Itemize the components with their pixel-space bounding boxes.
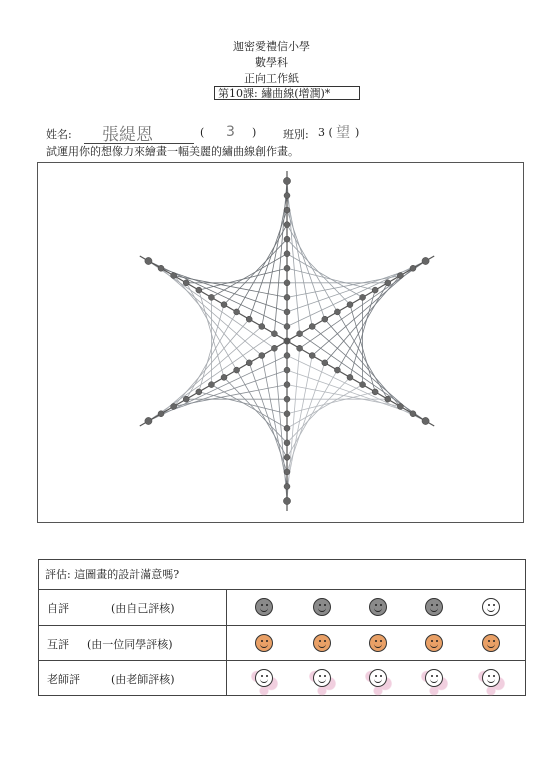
stitch-dot [385, 396, 391, 402]
stitch-dot [183, 396, 189, 402]
stitch-dot [208, 294, 214, 300]
stitch-dot [158, 265, 164, 271]
string-line [199, 268, 287, 290]
name-value: 張緹恩 [102, 125, 153, 145]
stitch-dot [234, 367, 240, 373]
stitch-dot [309, 353, 315, 359]
stitch-dot [284, 425, 290, 431]
stitch-dot [322, 316, 328, 322]
divider [39, 589, 525, 590]
stitch-dot [334, 367, 340, 373]
stitch-dot [284, 483, 290, 489]
stitch-dot [397, 403, 403, 409]
stitch-dot [284, 280, 290, 286]
stitch-dot [259, 323, 265, 329]
self-eval-label: 自評 [47, 602, 69, 615]
smiley-face-icon [255, 669, 273, 687]
smiley-face-icon [369, 598, 387, 616]
stitch-dot [397, 273, 403, 279]
stitch-dot [183, 280, 189, 286]
smiley-face-icon [255, 598, 273, 616]
stitch-dot [208, 382, 214, 388]
stitch-dot [284, 396, 290, 402]
stitch-dot [284, 207, 290, 213]
evaluation-title: 評估: 這圖畫的設計滿意嗎? [45, 568, 180, 581]
stitch-dot [284, 454, 290, 460]
stitch-dot [410, 411, 416, 417]
stitch-dot [234, 309, 240, 315]
stitch-dot [284, 236, 290, 242]
stitch-dot [284, 294, 290, 300]
smiley-face-icon [369, 669, 387, 687]
stitch-dot [360, 294, 366, 300]
number-value: 3 [226, 124, 235, 140]
drawing-area [37, 162, 524, 523]
stitch-dot [284, 367, 290, 373]
smiley-face-icon [482, 598, 500, 616]
stitch-dot [297, 345, 303, 351]
number-close: ) [252, 126, 257, 139]
teacher-eval-label: 老師評 [47, 673, 80, 686]
stitch-dot [246, 316, 252, 322]
worksheet-title: 正向工作紙 [244, 72, 299, 85]
stitch-dot [360, 382, 366, 388]
center-dot [284, 338, 291, 345]
stitch-dot [410, 265, 416, 271]
teacher-eval-note: (由老師評核) [111, 673, 175, 686]
stitch-dot [334, 309, 340, 315]
stitch-dot [284, 323, 290, 329]
school-name: 迦密愛禮信小學 [233, 40, 310, 53]
stitch-dot [271, 345, 277, 351]
stitch-dot [297, 331, 303, 337]
stitch-dot [221, 302, 227, 308]
number-open: ( [200, 126, 205, 139]
smiley-face-icon [425, 598, 443, 616]
stitch-dot [284, 265, 290, 271]
stitch-dot [372, 389, 378, 395]
class-label: 班別: [283, 128, 309, 141]
stitch-dot [259, 353, 265, 359]
stitch-dot [284, 222, 290, 228]
smiley-face-icon [369, 634, 387, 652]
column-divider [226, 589, 227, 696]
stitch-dot [372, 287, 378, 293]
smiley-face-icon [482, 634, 500, 652]
smiley-face-icon [425, 634, 443, 652]
class-prefix: 3 ( [318, 126, 333, 139]
stitch-dot [284, 469, 290, 475]
stitch-dot [271, 331, 277, 337]
self-eval-note: (由自己評核) [111, 602, 175, 615]
stitch-dot [284, 353, 290, 359]
string-line [287, 392, 375, 414]
instruction-text: 試運用你的想像力來繪畫一幅美麗的繡曲線創作畫。 [46, 145, 299, 158]
stitch-dot [221, 374, 227, 380]
stitch-dot [145, 257, 152, 264]
stitch-dot [322, 360, 328, 366]
stitch-dot [283, 497, 290, 504]
stitch-dot [284, 193, 290, 199]
stitch-dot [422, 257, 429, 264]
stitch-dot [171, 273, 177, 279]
stitch-dot [284, 411, 290, 417]
smiley-face-icon [313, 634, 331, 652]
smiley-face-icon [482, 669, 500, 687]
stitch-dot [196, 389, 202, 395]
stitch-dot [171, 403, 177, 409]
class-value: 望 [336, 125, 350, 141]
stitch-dot [347, 374, 353, 380]
divider [39, 625, 525, 626]
smiley-face-icon [313, 598, 331, 616]
string-art-star [38, 163, 523, 522]
stitch-dot [145, 417, 152, 424]
stitch-dot [347, 302, 353, 308]
divider [39, 660, 525, 661]
peer-eval-label: 互評 [47, 638, 69, 651]
name-label: 姓名: [46, 128, 72, 141]
stitch-dot [422, 417, 429, 424]
smiley-face-icon [425, 669, 443, 687]
smiley-face-icon [255, 634, 273, 652]
smiley-face-icon [313, 669, 331, 687]
stitch-dot [284, 382, 290, 388]
peer-eval-note: (由一位同學評核) [87, 638, 173, 651]
stitch-dot [284, 251, 290, 257]
class-close: ) [355, 126, 360, 139]
stitch-dot [246, 360, 252, 366]
lesson-title: 第10課: 繡曲線(增潤)* [214, 86, 360, 100]
stitch-dot [283, 177, 290, 184]
stitch-dot [196, 287, 202, 293]
evaluation-table [38, 559, 526, 696]
stitch-dot [284, 440, 290, 446]
stitch-dot [309, 323, 315, 329]
stitch-dot [158, 411, 164, 417]
stitch-dot [385, 280, 391, 286]
stitch-dot [284, 309, 290, 315]
subject-name: 數學科 [255, 56, 288, 69]
